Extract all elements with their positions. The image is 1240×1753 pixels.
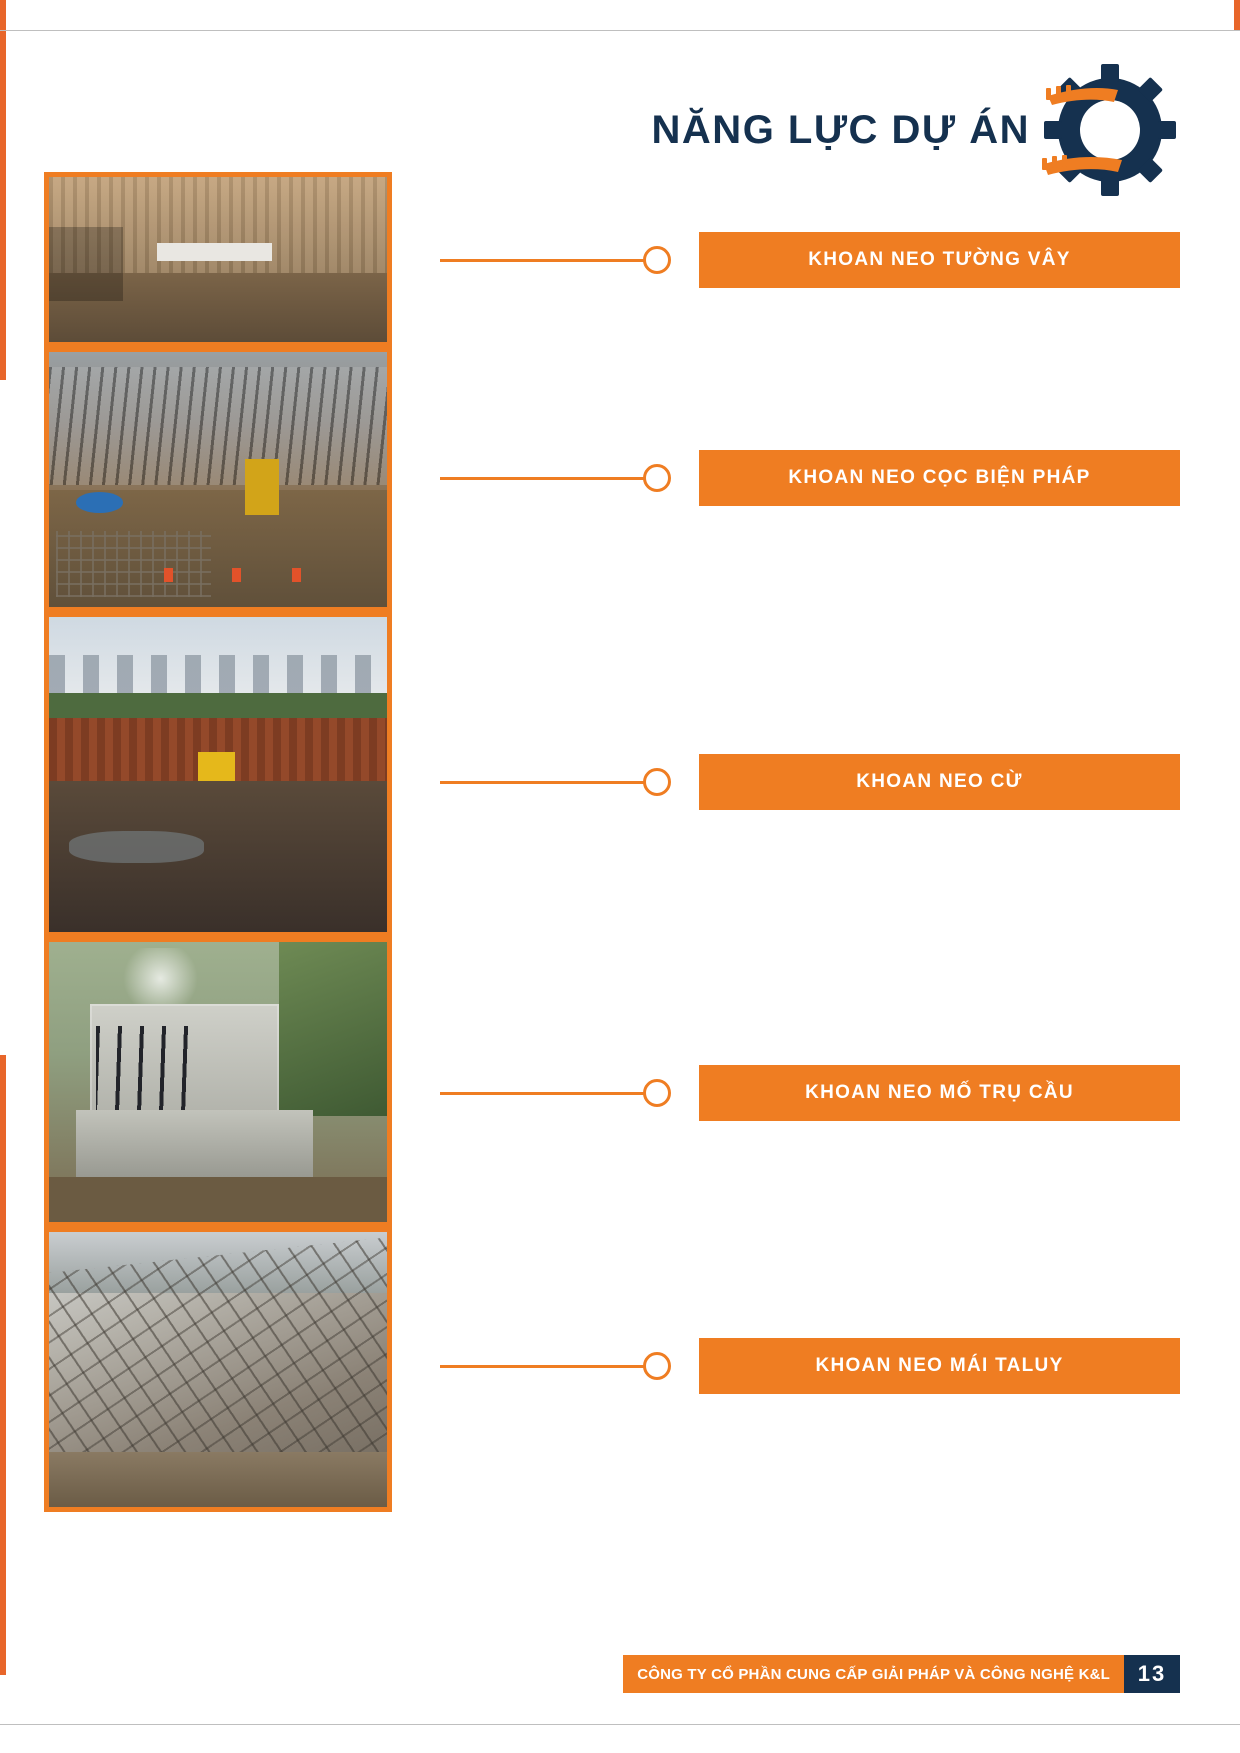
footer-company-name: CÔNG TY CỔ PHẦN CUNG CẤP GIẢI PHÁP VÀ CÔNG NGHỆ K&L xyxy=(623,1655,1124,1693)
label-khoan-neo-mo-tru-cau[interactable]: KHOAN NEO MỐ TRỤ CẦU xyxy=(699,1065,1180,1121)
page-number: 13 xyxy=(1124,1655,1180,1693)
bleed-mark-right-top xyxy=(1234,0,1240,30)
photo-khoan-neo-mai-taluy xyxy=(44,1227,392,1512)
top-rule xyxy=(0,30,1240,31)
photo-khoan-neo-cu xyxy=(44,612,392,937)
item-row-4 xyxy=(440,1065,1180,1121)
connector-dot-icon xyxy=(643,464,671,492)
connector-dot-icon xyxy=(643,768,671,796)
page-header xyxy=(652,60,1180,200)
bleed-mark-left-bottom xyxy=(0,1055,6,1675)
connector-line xyxy=(440,259,645,262)
connector-dot-icon xyxy=(643,1352,671,1380)
connector-line xyxy=(440,1365,645,1368)
label-khoan-neo-tuong-vay[interactable]: KHOAN NEO TƯỜNG VÂY xyxy=(699,232,1180,288)
label-khoan-neo-coc-bien-phap[interactable]: KHOAN NEO CỌC BIỆN PHÁP xyxy=(699,450,1180,506)
label-khoan-neo-cu[interactable]: KHOAN NEO CỪ xyxy=(699,754,1180,810)
item-row-2 xyxy=(440,450,1180,506)
item-row-1 xyxy=(440,232,1180,288)
item-row-3 xyxy=(440,754,1180,810)
connector-line xyxy=(440,781,645,784)
photo-khoan-neo-mo-tru-cau xyxy=(44,937,392,1227)
item-row-5 xyxy=(440,1338,1180,1394)
bottom-rule xyxy=(0,1724,1240,1725)
connector-line xyxy=(440,477,645,480)
page-title: NĂNG LỰC DỰ ÁN xyxy=(651,107,1030,152)
connector-dot-icon xyxy=(643,246,671,274)
bleed-mark-left-top xyxy=(0,0,6,380)
connector-dot-icon xyxy=(643,1079,671,1107)
gear-icon xyxy=(1040,60,1180,200)
photo-column xyxy=(44,172,392,1512)
photo-khoan-neo-coc-bien-phap xyxy=(44,347,392,612)
label-khoan-neo-mai-taluy[interactable]: KHOAN NEO MÁI TALUY xyxy=(699,1338,1180,1394)
photo-khoan-neo-tuong-vay xyxy=(44,172,392,347)
connector-line xyxy=(440,1092,645,1095)
page-footer xyxy=(623,1655,1180,1693)
